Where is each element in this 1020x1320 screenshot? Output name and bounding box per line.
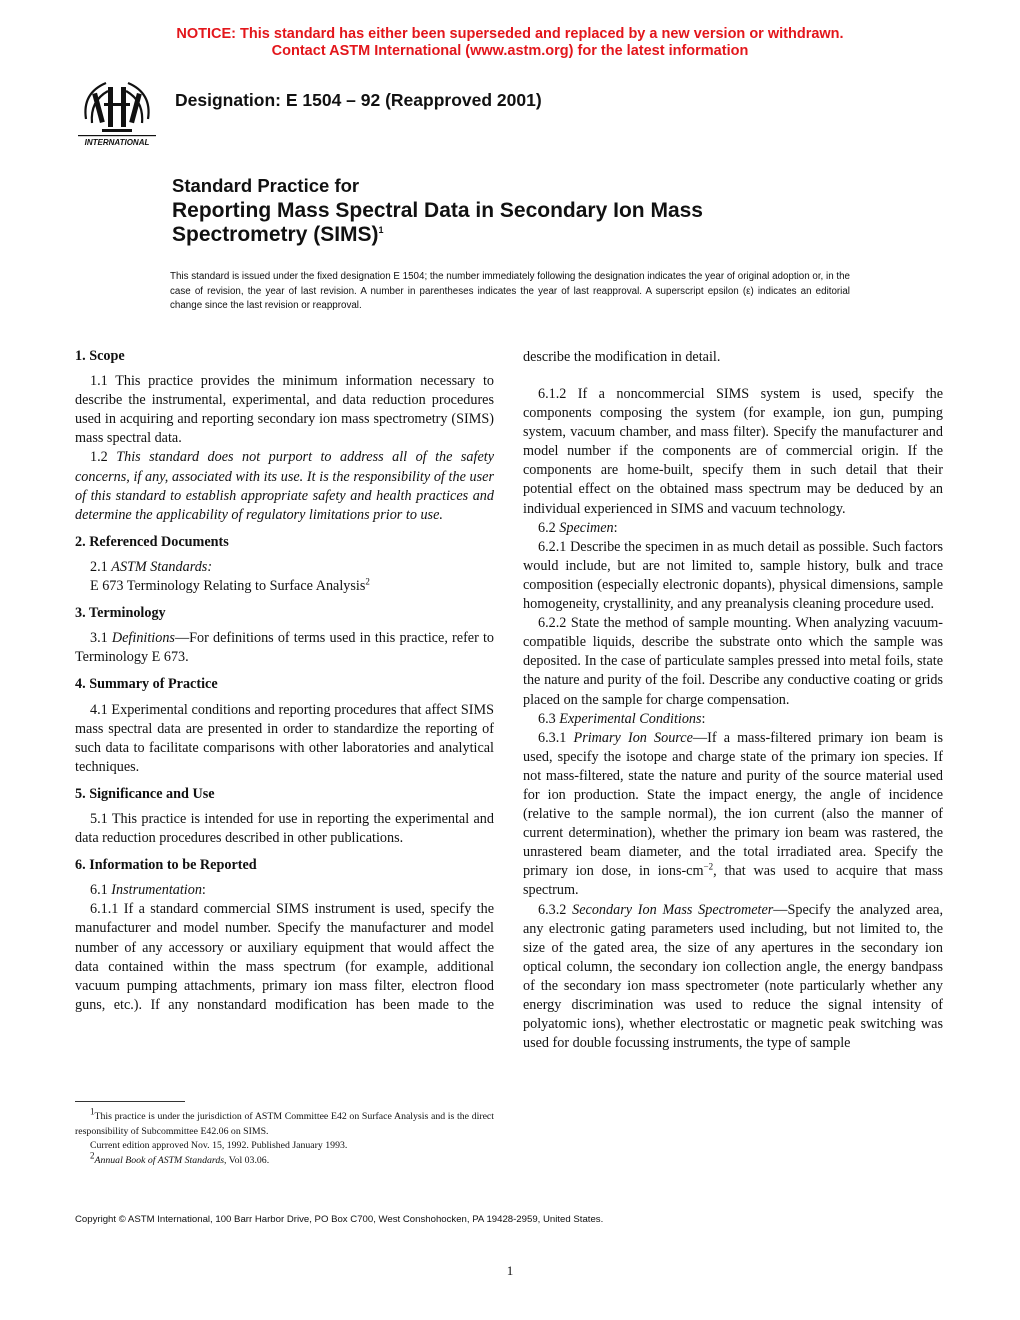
designation: Designation: E 1504 – 92 (Reapproved 2001) <box>175 90 542 110</box>
para-6-3-2-term: Secondary Ion Mass Spectrometer <box>572 901 774 918</box>
para-1-2 <box>75 448 494 524</box>
section-1-heading: 1. Scope <box>75 348 125 364</box>
para-6-3-2-num: 6.3.2 <box>538 901 573 918</box>
para-3-1-term: Definitions <box>111 630 175 647</box>
footnote-2-end: , Vol 03.06. <box>224 1154 270 1166</box>
para-6-1-num: 6.1 <box>90 882 112 899</box>
para-6-3-term: Experimental Conditions <box>559 710 702 727</box>
issuance-statement: This standard is issued under the fixed designation E 1504; the number immediately following the designation indicates the year of original adoption or, in the case of revision, the year of last revision. A number in parentheses indicates the year of last reapproval. A superscript epsilon (ε) indicates an editorial change since the last revision or reapproval. <box>170 271 850 311</box>
para-6-2-colon: : <box>613 519 618 536</box>
section-2-heading: 2. Referenced Documents <box>75 533 229 550</box>
para-6-3-1-text: —If a mass-filtered primary ion beam is used, specify the isotope and charge state of the primary ion species. If not mass-filtered, state the nature and purity of the source material used for ion production. State the impact energy, the angle of incidence (relative to the sample normal), the ion current (also the manner of current determination), whether the primary ion beam was rastered, the unrastered beam diameter, and the total irradiated area. Specify the primary ion dose, in ions-cm <box>523 729 944 880</box>
para-6-3-1-end: , that was used to acquire that mass spectrum. <box>523 863 943 899</box>
para-6-1-1-overflow: describe the modification in detail. <box>523 348 721 365</box>
para-1-1: 1.1 This practice provides the minimum information necessary to describe the instrumental, experimental, and data reduction procedures used in acquiring and reporting secondary ion mass spectrometry (SIMS) mass spectral data. <box>75 373 494 447</box>
astm-international-logo-icon <box>72 73 162 149</box>
para-6-1 <box>75 881 494 900</box>
title-text: Reporting Mass Spectral Data in Secondary Ion Mass Spectrometry (SIMS) <box>172 199 703 246</box>
para-6-2-1: 6.2.1 Describe the specimen in as much detail as possible. Such factors would include, but are not limited to, sample history, bulk and trace composition (especially electronic dopants), physical dimensions, sample homogeneity, crystallinity, and any preanalysis cleaning procedure used. <box>523 538 943 613</box>
para-6-1-term: Instrumentation <box>111 882 202 899</box>
para-6-3-1-exponent: −2 <box>703 861 714 872</box>
footnotes <box>75 1106 494 1168</box>
para-2-1 <box>75 558 494 577</box>
para-1-2-text: This standard does not purport to address all of the safety concerns, if any, associated with its use. It is the responsibility of the user of this standard to establish appropriate safety and health practices and determine the applicability of regulatory limitations prior to use. <box>75 449 494 523</box>
para-6-3-num: 6.3 <box>538 710 560 727</box>
title-footnote-ref: 1 <box>378 225 384 235</box>
para-6-3-1-term: Primary Ion Source <box>573 729 693 746</box>
para-6-3-1-num: 6.3.1 <box>538 729 574 746</box>
para-3-1-num: 3.1 <box>90 630 112 647</box>
para-2-1-text: ASTM Standards: <box>111 558 213 575</box>
footnote-2-text: Annual Book of ASTM Standards <box>94 1154 225 1166</box>
reference-e673-fn: 2 <box>365 576 370 587</box>
title-pre: Standard Practice for <box>172 175 360 196</box>
section-6-heading: 6. Information to be Reported <box>75 857 257 874</box>
para-6-1-1: 6.1.1 If a standard commercial SIMS instrument is used, specify the manufacturer and model number. Specify the manufacturer and model number of any accessory or auxiliary equipment that would affect the data contained within the mass spectrum (for example, additional vacuum pumping attachments, primary ion mass filter, electron flood guns, etc.). If any nonstandard modification has been made to the <box>75 901 494 1013</box>
para-6-2-num: 6.2 <box>538 519 560 536</box>
section-3-heading: 3. Terminology <box>75 605 166 622</box>
section-4-heading: 4. Summary of Practice <box>75 676 218 693</box>
footnote-rule <box>75 1101 185 1102</box>
para-4-1: 4.1 Experimental conditions and reporting procedures that affect SIMS mass spectral data are presented in order to standardize the reporting of such data to facilitate comparisons with other laboratories and analytical techniques. <box>75 701 494 775</box>
logo-text: INTERNATIONAL <box>84 138 150 147</box>
title-main <box>172 199 812 247</box>
astm-logo <box>72 73 162 149</box>
reference-e673 <box>75 577 494 596</box>
footnote-2-mark: 2 <box>90 1150 95 1161</box>
footnote-1-mark: 1 <box>90 1106 95 1117</box>
para-3-1 <box>75 629 494 667</box>
page-number: 1 <box>506 1263 514 1278</box>
footnote-1b: Current edition approved Nov. 15, 1992. Published January 1993. <box>90 1140 348 1152</box>
para-6-3-2-text: —Specify the analyzed area, any electronic gating parameters used including, but not limited to, the size of the gated area, the size of any apertures in the secondary ion optical column, the secondary ion collection angle, the energy bandpass of the secondary ion mass spectrometer (note particularly whether any energy discrimination was used to reduce the signal intensity of polyatomic ions), whether electrostatic or magnetic peak switching was used for double focussing instruments, the type of sample <box>523 901 943 1052</box>
copyright: Copyright © ASTM International, 100 Barr Harbor Drive, PO Box C700, West Conshohocken, PA 19428-2959, United States. <box>75 1214 604 1225</box>
para-3-1-text: —For definitions of terms used in this practice, refer to Terminology E 673. <box>75 630 495 666</box>
para-6-3 <box>523 710 943 729</box>
notice-line-1: NOTICE: This standard has either been superseded and replaced by a new version or withdrawn. <box>176 26 844 42</box>
para-6-3-1 <box>523 729 943 901</box>
para-6-3-2 <box>523 901 943 1054</box>
para-6-2-term: Specimen <box>559 519 614 536</box>
para-6-2 <box>523 519 943 538</box>
para-5-1: 5.1 This practice is intended for use in reporting the experimental and data reduction procedures described in other publications. <box>75 810 494 847</box>
footnote-1-text: This practice is under the jurisdiction of ASTM Committee E42 on Surface Analysis and is the direct responsibility of Subcommittee E42.06 on SIMS. <box>75 1111 494 1137</box>
para-1-2-num: 1.2 <box>90 449 117 466</box>
left-column <box>75 347 494 1014</box>
right-column <box>523 347 943 1053</box>
notice-line-2: Contact ASTM International (www.astm.org) for the latest information <box>271 43 749 59</box>
footnote-1 <box>75 1106 494 1139</box>
section-5-heading: 5. Significance and Use <box>75 785 215 802</box>
reference-e673-text: E 673 Terminology Relating to Surface Analysis <box>90 578 366 595</box>
para-6-1-colon: : <box>201 882 206 899</box>
para-6-2-2: 6.2.2 State the method of sample mounting. When analyzing vacuum-compatible liquids, describe the substrate onto which the sample was deposited. In the case of particulate samples pressed into metal foils, state the nature and purity of the foil. Describe any conductive coating or grids placed on the sample for charge compensation. <box>523 615 943 708</box>
para-6-1-2: 6.1.2 If a noncommercial SIMS system is used, specify the components composing the system (for example, ion gun, pumping system, vacuum chamber, and mass filter). Specify the manufacturer and model number if the components are of commercial origin. If the components are home-built, specify them in such detail that their potential effect on the obtained mass spectrum may be deduced by an individual experienced in SIMS and vacuum technology. <box>523 386 943 517</box>
para-2-1-num: 2.1 <box>90 558 112 575</box>
para-6-1-1-continued <box>523 347 943 385</box>
footnote-2 <box>75 1150 494 1169</box>
para-6-3-colon: : <box>701 710 706 727</box>
